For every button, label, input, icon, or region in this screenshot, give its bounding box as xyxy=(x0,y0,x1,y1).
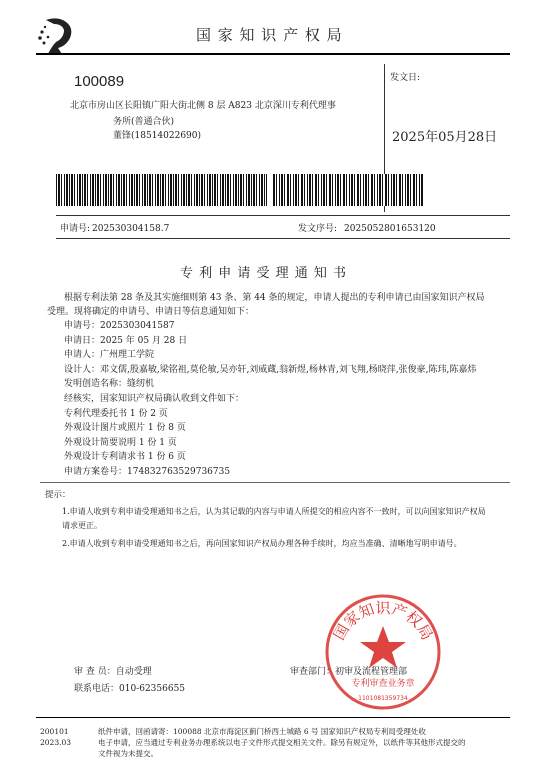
note-1-line-2: 请求更正。 xyxy=(62,521,102,530)
seal-code: 1101081359734 xyxy=(358,695,408,702)
barcode-1 xyxy=(56,174,267,206)
review-dept: 审查部门：初审及流程管理部 xyxy=(290,667,408,677)
barcode-2 xyxy=(273,174,423,206)
footer-code-2: 2023.03 xyxy=(40,738,72,747)
seal-inner-text: 专利审查业务章 xyxy=(351,679,415,689)
intro-line-2: 受理。现将确定的申请号、申请日等信息通知如下： xyxy=(47,307,255,317)
field-applicant: 申请人：广州理工学院 xyxy=(64,350,155,361)
numbers-top-rule xyxy=(56,215,510,216)
file-item-3: 外观设计简要说明 1 份 1 页 xyxy=(64,437,177,448)
notes-heading: 提示： xyxy=(45,490,71,500)
notes-top-rule xyxy=(40,482,510,483)
footer-line-1: 纸件申请，回函请寄：100088 北京市海淀区蓟门桥西土城路 6 号 国家知识产权局专利局受理处收 xyxy=(98,727,426,736)
recipient: 董锋(18514022690) xyxy=(113,131,202,141)
footer-line-2: 电子申请，应当通过专利业务办理系统以电子文件形式提交相关文件。除另有规定外，以纸件等其他形式提交的 xyxy=(98,738,466,747)
contact-phone: 联系电话：010-62356655 xyxy=(74,684,186,694)
field-application-no: 申请号：2025303041587 xyxy=(64,321,175,331)
seal-arc-text: 国家知识产权局 xyxy=(329,599,437,644)
field-designers: 设计人：邓文儒,殷嘉敏,梁铭祖,莫伦敏,吴亦轩,刘威蔵,翁新煜,杨林青,刘飞翔,杨晓萍,张俊豪,陈玮,陈嘉炜 xyxy=(64,364,477,375)
file-item-4: 外观设计专利请求书 1 份 6 页 xyxy=(64,452,186,463)
header-rule xyxy=(36,53,510,55)
application-no-value: 202530304158.7 xyxy=(92,224,170,234)
note-2: 2.申请人收到专利申请受理通知书之后，再向国家知识产权局办理各种手续时，均应当准确、清晰地写明申请号。 xyxy=(62,539,462,548)
address-line-1: 北京市房山区长阳镇广阳大街北侧 8 层 A823 北京深川专利代理事 xyxy=(70,101,336,111)
numbers-bottom-rule xyxy=(56,238,510,239)
cnipa-logo xyxy=(36,16,82,56)
field-confirm: 经核实，国家知识产权局确认收到文件如下： xyxy=(64,393,245,404)
field-title: 发明创造名称：缝纫机 xyxy=(64,379,155,390)
file-item-2: 外观设计图片或照片 1 份 8 页 xyxy=(64,423,186,434)
dispatch-no-value: 2025052801653120 xyxy=(344,224,436,234)
note-1-line-1: 1.申请人收到专利申请受理通知书之后，认为其记载的内容与申请人所提交的相应内容不一致时，可以向国家知识产权局 xyxy=(62,507,486,516)
send-date-value: 2025年05月28日 xyxy=(392,130,498,145)
footer-code-1: 200101 xyxy=(40,727,69,736)
file-item-1: 专利代理委托书 1 份 2 页 xyxy=(64,408,168,419)
body-fields xyxy=(64,319,504,480)
footer-line-3: 文件视为未提交。 xyxy=(98,749,158,758)
doc-title: 专 利 申 请 受 理 通 知 书 xyxy=(180,266,348,281)
intro-line-1: 根据专利法第 28 条及其实施细则第 43 条、第 44 条的规定，申请人提出的专利申请已由国家知识产权局 xyxy=(64,293,485,303)
footer-rule xyxy=(36,717,510,718)
application-no-label: 申请号: xyxy=(60,224,91,234)
field-scheme-no: 申请方案卷号：174832763529736735 xyxy=(64,466,231,477)
postcode: 100089 xyxy=(74,73,125,90)
dispatch-no-label: 发文序号: xyxy=(298,224,338,234)
address-line-2: 务所(普通合伙) xyxy=(113,117,175,127)
office-name: 国 家 知 识 产 权 局 xyxy=(196,26,343,44)
send-date-label: 发文日: xyxy=(390,73,421,83)
field-application-date: 申请日：2025 年 05 月 28 日 xyxy=(64,335,188,346)
examiner: 审 查 员：自动受理 xyxy=(74,667,152,677)
official-seal xyxy=(318,590,448,714)
